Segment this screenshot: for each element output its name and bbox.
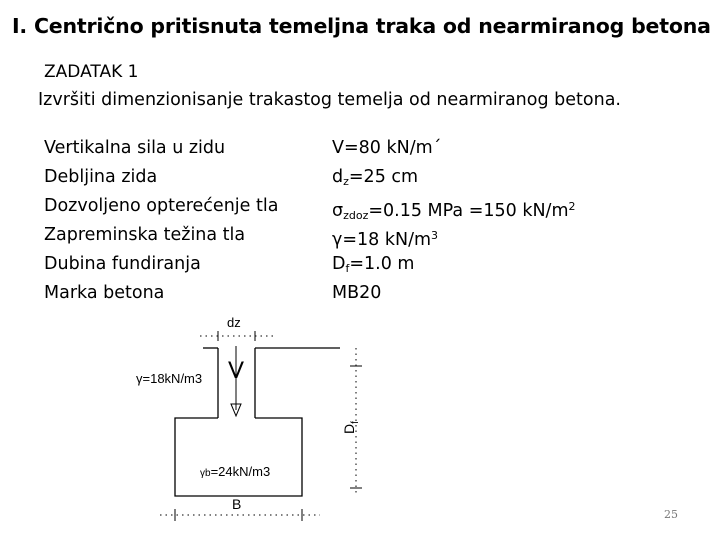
- param-value-wall-thickness: $d_z=25$ cm: [332, 167, 419, 188]
- param-label-allowed-load: Dozvoljeno opterećenje tla: [44, 196, 279, 216]
- footing-outline: [175, 418, 302, 496]
- soil-unit-weight-label: γ=18kN/m3: [136, 371, 203, 386]
- param-value-force: V=80 kN/m´: [332, 138, 442, 158]
- param-label-foundation-depth: Dubina fundiranja: [44, 254, 201, 274]
- force-label: V: [228, 357, 245, 384]
- width-label: B: [232, 496, 242, 512]
- concrete-unit-weight-label: γb=24kN/m3: [200, 464, 271, 479]
- task-description: Izvršiti dimenzionisanje trakastog temelja od nearmiranog betona.: [38, 90, 621, 110]
- task-heading: ZADATAK 1: [44, 62, 139, 82]
- param-value-concrete-grade: MB20: [332, 283, 382, 303]
- page-number: 25: [664, 508, 678, 521]
- slide-title: I. Centrično pritisnuta temeljna traka od nearmiranog betona: [12, 14, 711, 38]
- param-value-unit-weight: γ=18 $kN/m^3$: [332, 229, 439, 250]
- param-label-unit-weight: Zapreminska težina tla: [44, 225, 246, 245]
- dz-label: dz: [227, 315, 241, 330]
- param-value-allowed-load: $\sigma_{zdoz}=0.15$ MPa =150 $kN/m^2$: [332, 200, 576, 222]
- param-label-concrete-grade: Marka betona: [44, 283, 165, 303]
- param-value-foundation-depth: $D_f=1.0$ m: [332, 254, 415, 275]
- param-label-force: Vertikalna sila u zidu: [44, 138, 226, 158]
- param-label-wall-thickness: Debljina zida: [44, 167, 158, 187]
- depth-label: $D_f$: [341, 421, 361, 434]
